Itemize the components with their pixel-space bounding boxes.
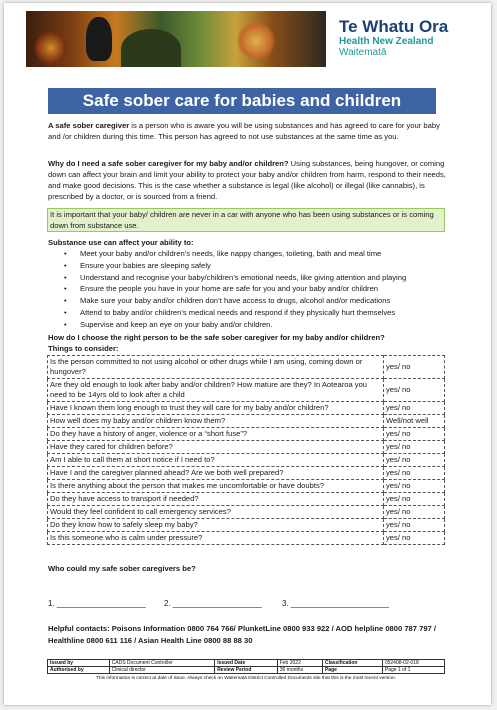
caregiver-line-3: 3. ______________________ [282, 599, 389, 608]
list-item: • Attend to baby and/or children’s medical needs and respond if they physically hurt themselves [64, 307, 454, 319]
list-item: • Ensure the people you have in your home are safe for you and your baby and/or children [64, 283, 454, 295]
footer-note: This information is correct at date of issue. Always check on Waitematā District Controlled Documents site that this is the most recent version. [95, 676, 396, 681]
list-item: • Ensure your babies are sleeping safely [64, 260, 454, 272]
organisation-logo [339, 17, 479, 58]
intro-text: is a person who is aware you will be using substances and has agreed to care for your baby and /or children during this time. This person has agreed to not use substances at the same time as you. [48, 121, 440, 141]
table-row [48, 379, 445, 402]
answer-cell: yes/ no [384, 402, 445, 415]
list-item: • Meet your baby and/or children’s needs, like nappy changes, toileting, bath and meal time [64, 248, 454, 260]
logo-name: Te Whatu Ora [339, 17, 449, 36]
table-row [48, 415, 445, 428]
issued-by-label: Issued by [48, 660, 110, 667]
list-item: • Understand and recognise your baby/children’s emotional needs, like giving attention and playing [64, 272, 454, 284]
issued-by-value: CADS Document Controller [109, 660, 215, 667]
question-cell: Are they old enough to look after baby and/or children? How mature are they? In Aotearoa you need to be 14yrs old to look after a child [48, 379, 384, 402]
table-row [48, 454, 445, 467]
list-item: • Supervise and keep an eye on your baby and/or children. [64, 319, 454, 331]
answer-cell: yes/ no [384, 356, 445, 379]
choose-heading: How do I choose the right person to be the safe sober caregiver for my baby and/or children? [48, 333, 385, 342]
why-paragraph [48, 158, 448, 202]
intro-term: A safe sober caregiver [48, 121, 130, 130]
question-cell: How well does my baby and/or children know them? [48, 415, 384, 428]
helpful-contacts: Helpful contacts: Poisons Information 0800 764 766/ PlunketLine 0800 933 922 / AOD helpline 0800 787 797 / Healthline 0800 611 116 / Asian Health Line 0800 88 88 30 [48, 624, 437, 645]
question-cell: Is this someone who is calm under pressure? [48, 532, 384, 545]
why-text: Using substances, being hungover, or coming down can affect your brain and limit your ability to protect your baby and/or children from harm, respond to their needs, and make good decisions. This is the case whether a substance is legal (like alcohol) or illegal (like cannabis), is prescribed by a doctor, or is sourced from a friend. [48, 159, 446, 201]
page-title: Safe sober care for babies and children [48, 88, 436, 114]
classification-label: Classification [322, 660, 382, 667]
table-row [48, 660, 445, 667]
logo-region: Waitematā [339, 47, 387, 58]
page-label: Page [322, 667, 382, 674]
list-item: • Make sure your baby and/or children don’t have access to drugs, alcohol and/or medications [64, 295, 454, 307]
answer-cell: yes/ no [384, 493, 445, 506]
table-row [48, 402, 445, 415]
answer-cell: yes/ no [384, 467, 445, 480]
issued-date-value: Feb 2022 [277, 660, 322, 667]
caregiver-line-2: 2. ____________________ [164, 599, 262, 608]
review-period-label: Review Period [215, 667, 278, 674]
answer-cell: yes/ no [384, 506, 445, 519]
answer-cell: yes/ no [384, 480, 445, 493]
answer-cell: Well/not well [384, 415, 445, 428]
question-cell: Would they feel confident to call emergency services? [48, 506, 384, 519]
question-cell: Is there anything about the person that makes me uncomfortable or have doubts? [48, 480, 384, 493]
effects-list [64, 248, 454, 331]
answer-cell: yes/ no [384, 532, 445, 545]
car-safety-callout: It is important that your baby/ children are never in a car with anyone who has been using substances or is coming down from substance use. [47, 208, 445, 232]
classification-value: 052408-02-018 [382, 660, 444, 667]
question-cell: Is the person committed to not using alcohol or other drugs while I am using, coming down or hungover? [48, 356, 384, 379]
question-cell: Am I able to call them at short notice if I need to? [48, 454, 384, 467]
who-heading: Who could my safe sober caregivers be? [48, 564, 196, 573]
checklist-table [47, 355, 445, 545]
answer-cell: yes/ no [384, 519, 445, 532]
page-value: Page 1 of 1 [382, 667, 444, 674]
logo-subtitle: Health New Zealand [339, 36, 434, 47]
document-page [4, 3, 491, 705]
table-row [48, 532, 445, 545]
table-row [48, 667, 445, 674]
banner-flower-decoration [236, 21, 276, 61]
answer-cell: yes/ no [384, 379, 445, 402]
question-cell: Have I and the caregiver planned ahead? Are we both well prepared? [48, 467, 384, 480]
issued-date-label: Issued Date [215, 660, 278, 667]
question-cell: Do they know how to safely sleep my baby? [48, 519, 384, 532]
authorised-by-label: Authorised by [48, 667, 110, 674]
table-row [48, 519, 445, 532]
document-control-table [47, 659, 445, 674]
banner-hill-decoration [121, 29, 181, 67]
caregiver-line-1: 1. ____________________ [48, 599, 146, 608]
table-row [48, 506, 445, 519]
authorised-by-value: Clinical director [109, 667, 215, 674]
header-banner-image [26, 11, 326, 67]
question-cell: Have they cared for children before? [48, 441, 384, 454]
question-cell: Have I known them long enough to trust they will care for my baby and/or children? [48, 402, 384, 415]
answer-cell: yes/ no [384, 428, 445, 441]
banner-bird-decoration [86, 17, 112, 61]
question-cell: Do they have access to transport if needed? [48, 493, 384, 506]
table-row [48, 493, 445, 506]
table-row [48, 428, 445, 441]
table-row [48, 356, 445, 379]
effects-heading: Substance use can affect your ability to: [48, 238, 194, 247]
answer-cell: yes/ no [384, 441, 445, 454]
review-period-value: 36 months [277, 667, 322, 674]
why-question: Why do I need a safe sober caregiver for my baby and/or children? [48, 159, 289, 168]
choose-subheading: Things to consider: [48, 344, 119, 353]
table-row [48, 467, 445, 480]
banner-flower-decoration [34, 31, 68, 65]
intro-paragraph [48, 120, 448, 142]
answer-cell: yes/ no [384, 454, 445, 467]
question-cell: Do they have a history of anger, violence or a “short fuse”? [48, 428, 384, 441]
table-row [48, 441, 445, 454]
table-row [48, 480, 445, 493]
